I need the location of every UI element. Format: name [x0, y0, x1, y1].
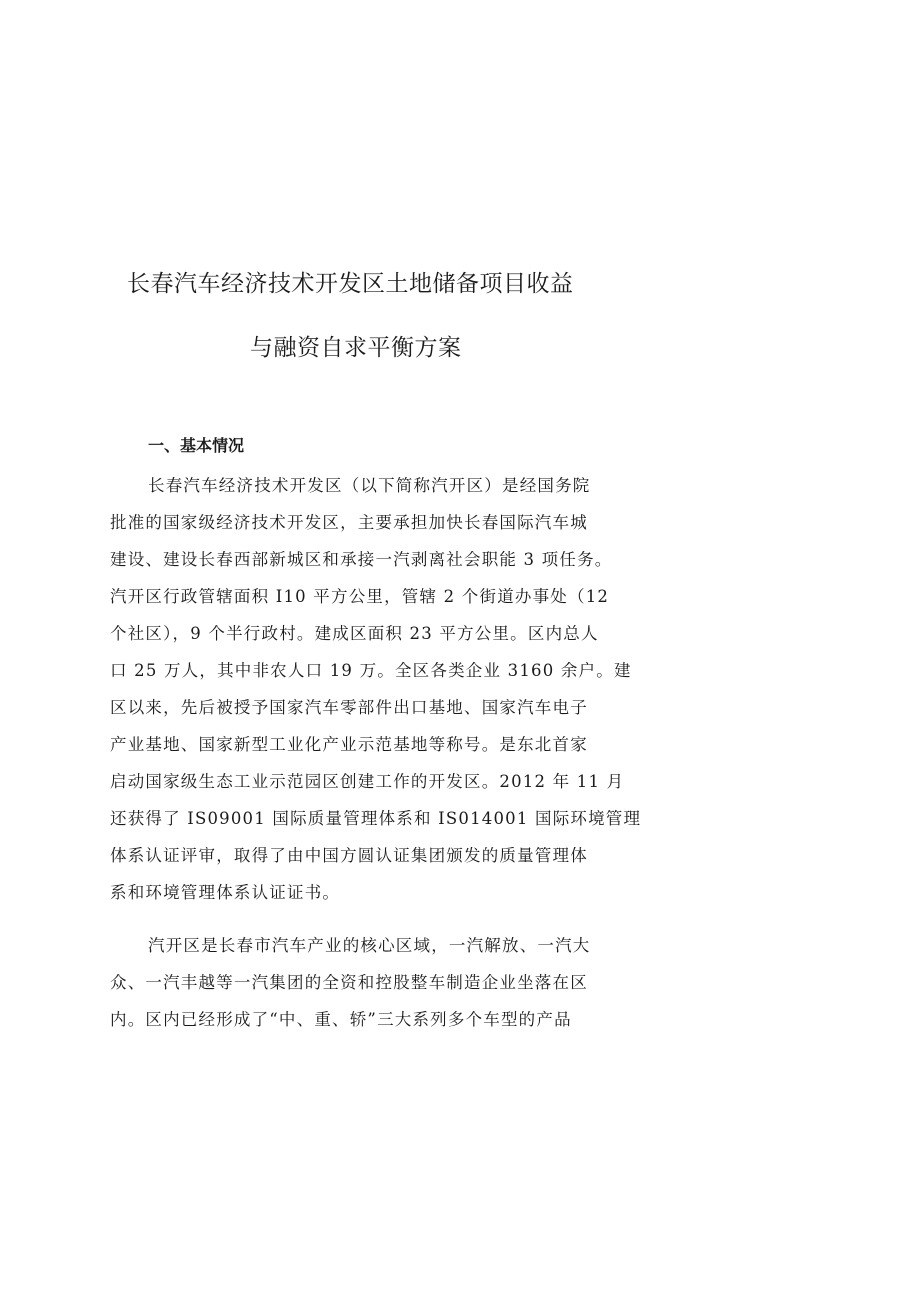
- paragraph-1-line: 汽开区行政管辖面积 I10 平方公里，管辖 2 个街道办事处（12: [110, 587, 610, 606]
- section-heading-basic-info: 一、基本情况: [148, 436, 245, 455]
- paragraph-2-line: 众、一汽丰越等一汽集团的全资和控股整车制造企业坐落在区: [110, 973, 588, 992]
- paragraph-1-line: 区以来，先后被授予国家汽车零部件出口基地、国家汽车电子: [110, 698, 588, 717]
- paragraph-1-line: 还获得了 IS09001 国际质量管理体系和 IS014001 国际环境管理: [110, 809, 642, 828]
- document-title-line-1: 长春汽车经济技术开发区土地储备项目收益: [127, 271, 574, 297]
- paragraph-1-line: 建设、建设长春西部新城区和承接一汽剥离社会职能 3 项任务。: [110, 550, 613, 569]
- paragraph-1-line: 系和环境管理体系认证证书。: [110, 883, 341, 902]
- paragraph-1-line: 个社区），9 个半行政村。建成区面积 23 平方公里。区内总人: [110, 624, 599, 643]
- paragraph-1-line: 口 25 万人，其中非农人口 19 万。全区各类企业 3160 余户。建: [110, 661, 632, 680]
- paragraph-2-line: 汽开区是长春市汽车产业的核心区域，一汽解放、一汽大: [148, 936, 591, 955]
- paragraph-1-line: 长春汽车经济技术开发区（以下简称汽开区）是经国务院: [148, 476, 591, 495]
- document-title-line-2: 与融资自求平衡方案: [250, 335, 462, 361]
- paragraph-1-line: 体系认证评审，取得了由中国方圆认证集团颁发的质量管理体: [110, 846, 588, 865]
- paragraph-1-line: 产业基地、国家新型工业化产业示范基地等称号。是东北首家: [110, 735, 588, 754]
- paragraph-2-line: 内。区内已经形成了“中、重、轿”三大系列多个车型的产品: [110, 1010, 572, 1029]
- paragraph-1-line: 批准的国家级经济技术开发区，主要承担加快长春国际汽车城: [110, 513, 588, 532]
- paragraph-1-line: 启动国家级生态工业示范园区创建工作的开发区。2012 年 11 月: [110, 772, 625, 791]
